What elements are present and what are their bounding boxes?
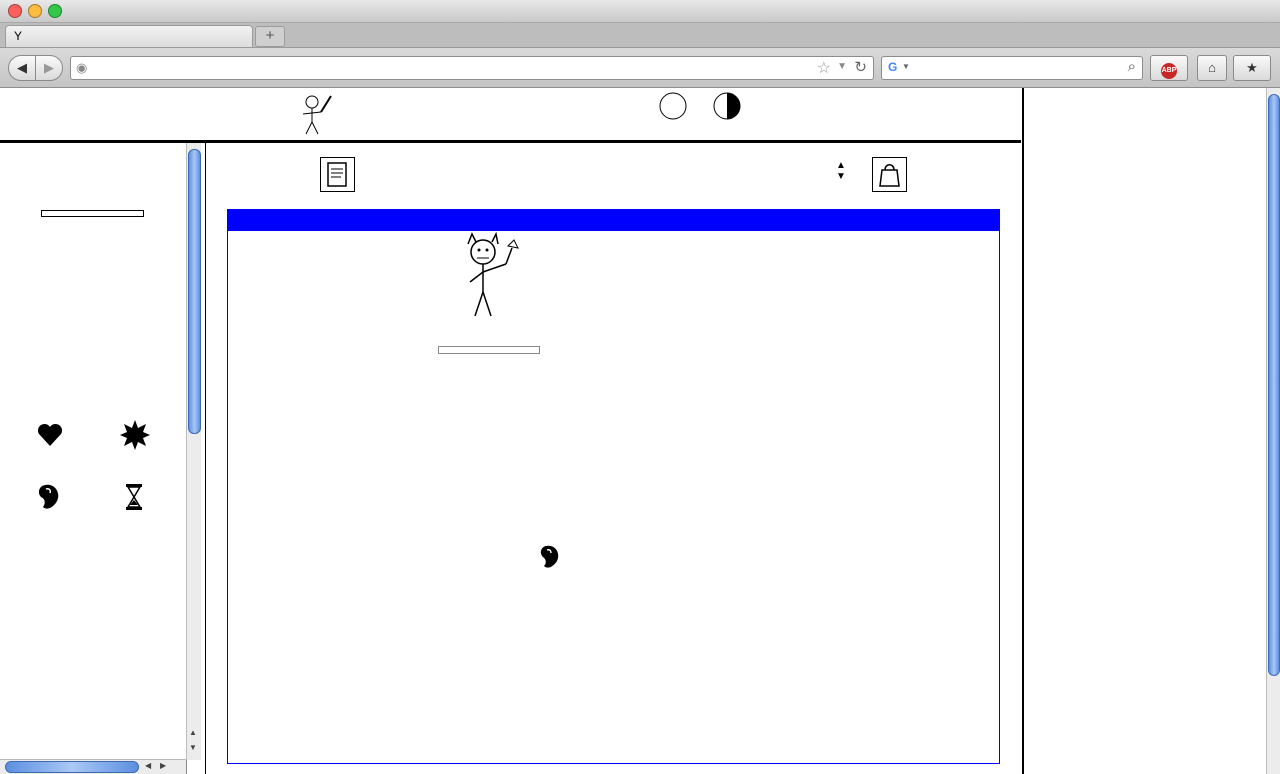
mp-burst-icon	[119, 419, 151, 451]
bookmark-star-icon[interactable]: ☆	[816, 60, 831, 77]
skills-book-button[interactable]	[320, 157, 355, 192]
frame-divider	[0, 140, 1021, 142]
history-dropdown-icon[interactable]: ▼	[837, 61, 847, 72]
page-up-icon[interactable]: ▲	[836, 160, 846, 171]
character-pane	[0, 143, 187, 774]
combat-round-header	[228, 210, 999, 231]
items-bag-button[interactable]	[872, 157, 907, 192]
adblock-button[interactable]	[1150, 55, 1188, 81]
skillbook-icon	[321, 158, 354, 191]
chat-pane	[1022, 88, 1267, 774]
back-button[interactable]: ◀	[8, 55, 36, 81]
close-window-button[interactable]	[8, 4, 22, 18]
browser-tab[interactable]	[5, 25, 253, 47]
forward-button[interactable]: ▶	[35, 55, 63, 81]
adblock-icon: ABP	[1161, 63, 1177, 79]
search-bar[interactable]	[881, 56, 1143, 80]
hourglass-icon	[124, 483, 144, 511]
charpane-hscroll-thumb[interactable]	[5, 761, 139, 773]
scroll-left-arrow-icon[interactable]: ◀	[145, 761, 152, 770]
google-logo-icon: G	[888, 60, 898, 74]
scroll-right-arrow-icon[interactable]: ▶	[160, 761, 167, 770]
charpane-scroll-thumb[interactable]	[188, 149, 201, 434]
hp-heart-icon	[36, 422, 64, 448]
search-icon[interactable]: ⌕	[1127, 58, 1136, 75]
home-button[interactable]	[1197, 55, 1227, 81]
star-icon: ★	[1246, 60, 1258, 75]
charpane-horizontal-scrollbar[interactable]	[0, 759, 186, 774]
combat-panel	[227, 209, 1000, 764]
search-engine-dropdown-icon[interactable]: ▼	[902, 62, 910, 71]
gnollish-flyslayer-monster-icon	[458, 230, 528, 320]
window-titlebar	[0, 0, 1280, 23]
main-frame	[205, 143, 1021, 774]
reload-icon[interactable]: ↻	[854, 59, 867, 76]
minimize-window-button[interactable]	[28, 4, 42, 18]
ronald-moon-icon	[659, 92, 689, 122]
charpane-vertical-scrollbar[interactable]	[186, 143, 201, 760]
chat-scroll-thumb[interactable]	[1268, 94, 1280, 676]
tab-bar	[0, 23, 1280, 48]
item-bag-icon	[873, 158, 906, 191]
meat-icon	[37, 483, 61, 511]
scroll-down-arrow-icon[interactable]: ▼	[189, 743, 197, 752]
monster-hp-bar	[438, 346, 540, 354]
page-switcher[interactable]	[836, 160, 846, 182]
page-down-icon[interactable]: ▼	[836, 171, 846, 182]
stick-figure-icon	[299, 92, 333, 136]
zoom-window-button[interactable]	[48, 4, 62, 18]
bookmarks-button[interactable]	[1233, 55, 1271, 81]
address-bar[interactable]	[70, 56, 874, 80]
grimace-moon-icon	[713, 92, 743, 122]
chat-vertical-scrollbar[interactable]	[1266, 88, 1280, 774]
top-menu-frame	[0, 88, 1021, 143]
level-progress-bar	[41, 210, 144, 217]
globe-icon: ◉	[76, 60, 88, 75]
meat-gain-icon	[539, 544, 561, 570]
scroll-up-arrow-icon[interactable]: ▲	[189, 728, 197, 737]
home-icon: ⌂	[1208, 60, 1216, 75]
new-tab-button[interactable]: +	[255, 26, 285, 47]
martini-favicon-icon: Y	[14, 29, 23, 43]
